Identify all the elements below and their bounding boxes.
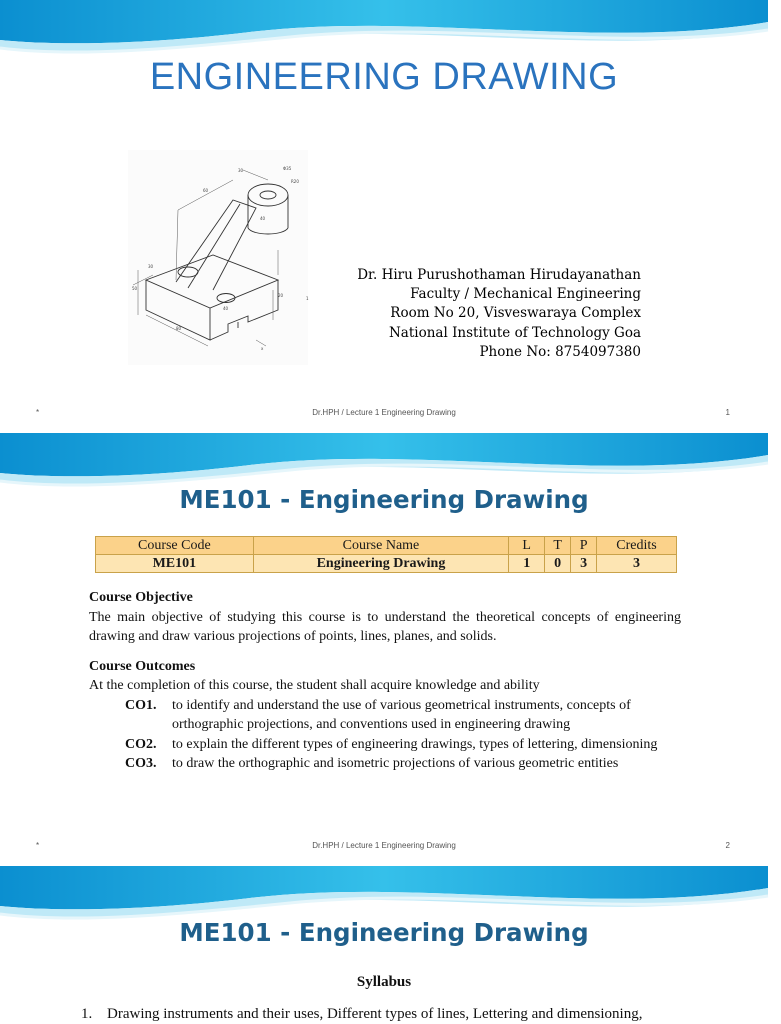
svg-text:40: 40 bbox=[260, 216, 266, 221]
footer-date: * bbox=[36, 841, 40, 850]
syllabus-item-text: Drawing instruments and their uses, Different types of lines, Lettering and dimensioning, bbox=[107, 1006, 643, 1022]
slide-footer bbox=[0, 841, 768, 855]
course-table bbox=[95, 536, 677, 573]
table-header-cell: T bbox=[545, 537, 571, 555]
svg-text:Φ35: Φ35 bbox=[283, 166, 292, 171]
table-cell: 3 bbox=[571, 555, 597, 573]
table-row bbox=[96, 555, 677, 573]
outcome-text: to draw the orthographic and isometric projections of various geometric entities bbox=[172, 756, 619, 771]
footer-page-number: 2 bbox=[725, 841, 730, 850]
objective-text: The main objective of studying this course is to understand the theoretical concepts of engineering drawing and draw various projections of points, lines, planes, and solids. bbox=[89, 609, 681, 644]
table-header-cell: Course Code bbox=[96, 537, 254, 555]
syllabus-item bbox=[81, 1006, 781, 1023]
table-cell: ME101 bbox=[96, 555, 254, 573]
slide-title: ME101 - Engineering Drawing bbox=[179, 918, 589, 947]
svg-text:R20: R20 bbox=[291, 179, 299, 184]
outcome-item bbox=[89, 754, 681, 774]
svg-text:40: 40 bbox=[223, 306, 229, 311]
table-header-cell: L bbox=[509, 537, 545, 555]
table-cell: 0 bbox=[545, 555, 571, 573]
outcome-text: to identify and understand the use of various geometrical instruments, concepts of orthographic projections, and conventions used in engineering drawing bbox=[172, 697, 631, 732]
slide-3 bbox=[0, 866, 768, 1024]
slide-footer bbox=[0, 408, 768, 422]
outcome-text: to explain the different types of engineering drawings, types of lettering, dimensioning bbox=[172, 736, 658, 752]
svg-text:1: 1 bbox=[306, 296, 309, 301]
svg-text:30: 30 bbox=[238, 168, 244, 173]
course-description bbox=[89, 588, 681, 774]
objective-heading: Course Objective bbox=[89, 590, 193, 605]
outcomes-heading: Course Outcomes bbox=[89, 658, 196, 674]
syllabus-heading: Syllabus bbox=[356, 974, 412, 990]
svg-text:x: x bbox=[261, 346, 264, 351]
author-info bbox=[357, 266, 641, 362]
table-header-cell: Course Name bbox=[253, 537, 509, 555]
table-cell: Engineering Drawing bbox=[253, 555, 509, 573]
outcomes-intro: At the completion of this course, the student shall acquire knowledge and ability bbox=[89, 678, 540, 693]
svg-text:80: 80 bbox=[176, 326, 182, 331]
footer-page-number: 1 bbox=[725, 408, 730, 417]
syllabus-item-number: 1. bbox=[81, 1006, 93, 1022]
table-header-cell: P bbox=[571, 537, 597, 555]
author-position: Faculty / Mechanical Engineering bbox=[410, 286, 641, 303]
footer-date: * bbox=[36, 408, 40, 417]
footer-center: Dr.HPH / Lecture 1 Engineering Drawing bbox=[312, 408, 456, 417]
svg-text:60: 60 bbox=[203, 188, 209, 193]
slide-title: ENGINEERING DRAWING bbox=[149, 56, 619, 98]
table-cell: 1 bbox=[509, 555, 545, 573]
table-header-cell: Credits bbox=[597, 537, 677, 555]
slide-1 bbox=[0, 0, 768, 432]
svg-text:20: 20 bbox=[278, 293, 284, 298]
table-header-row bbox=[96, 537, 677, 555]
svg-text:50: 50 bbox=[132, 286, 138, 291]
author-name: Dr. Hiru Purushothaman Hirudayanathan bbox=[357, 267, 641, 283]
author-phone: Phone No: 8754097380 bbox=[479, 343, 641, 360]
outcome-item bbox=[89, 696, 681, 735]
slide-2 bbox=[0, 433, 768, 865]
isometric-drawing-image bbox=[128, 150, 308, 365]
outcome-code: CO3. bbox=[125, 756, 157, 771]
author-room: Room No 20, Visveswaraya Complex bbox=[390, 305, 641, 322]
table-cell: 3 bbox=[597, 555, 677, 573]
svg-text:30: 30 bbox=[148, 264, 154, 269]
footer-center: Dr.HPH / Lecture 1 Engineering Drawing bbox=[312, 841, 456, 850]
slide-title: ME101 - Engineering Drawing bbox=[179, 485, 589, 514]
outcome-code: CO2. bbox=[125, 736, 157, 752]
outcome-code: CO1. bbox=[125, 697, 157, 713]
author-institute: National Institute of Technology Goa bbox=[388, 324, 641, 341]
outcome-item bbox=[89, 735, 681, 755]
